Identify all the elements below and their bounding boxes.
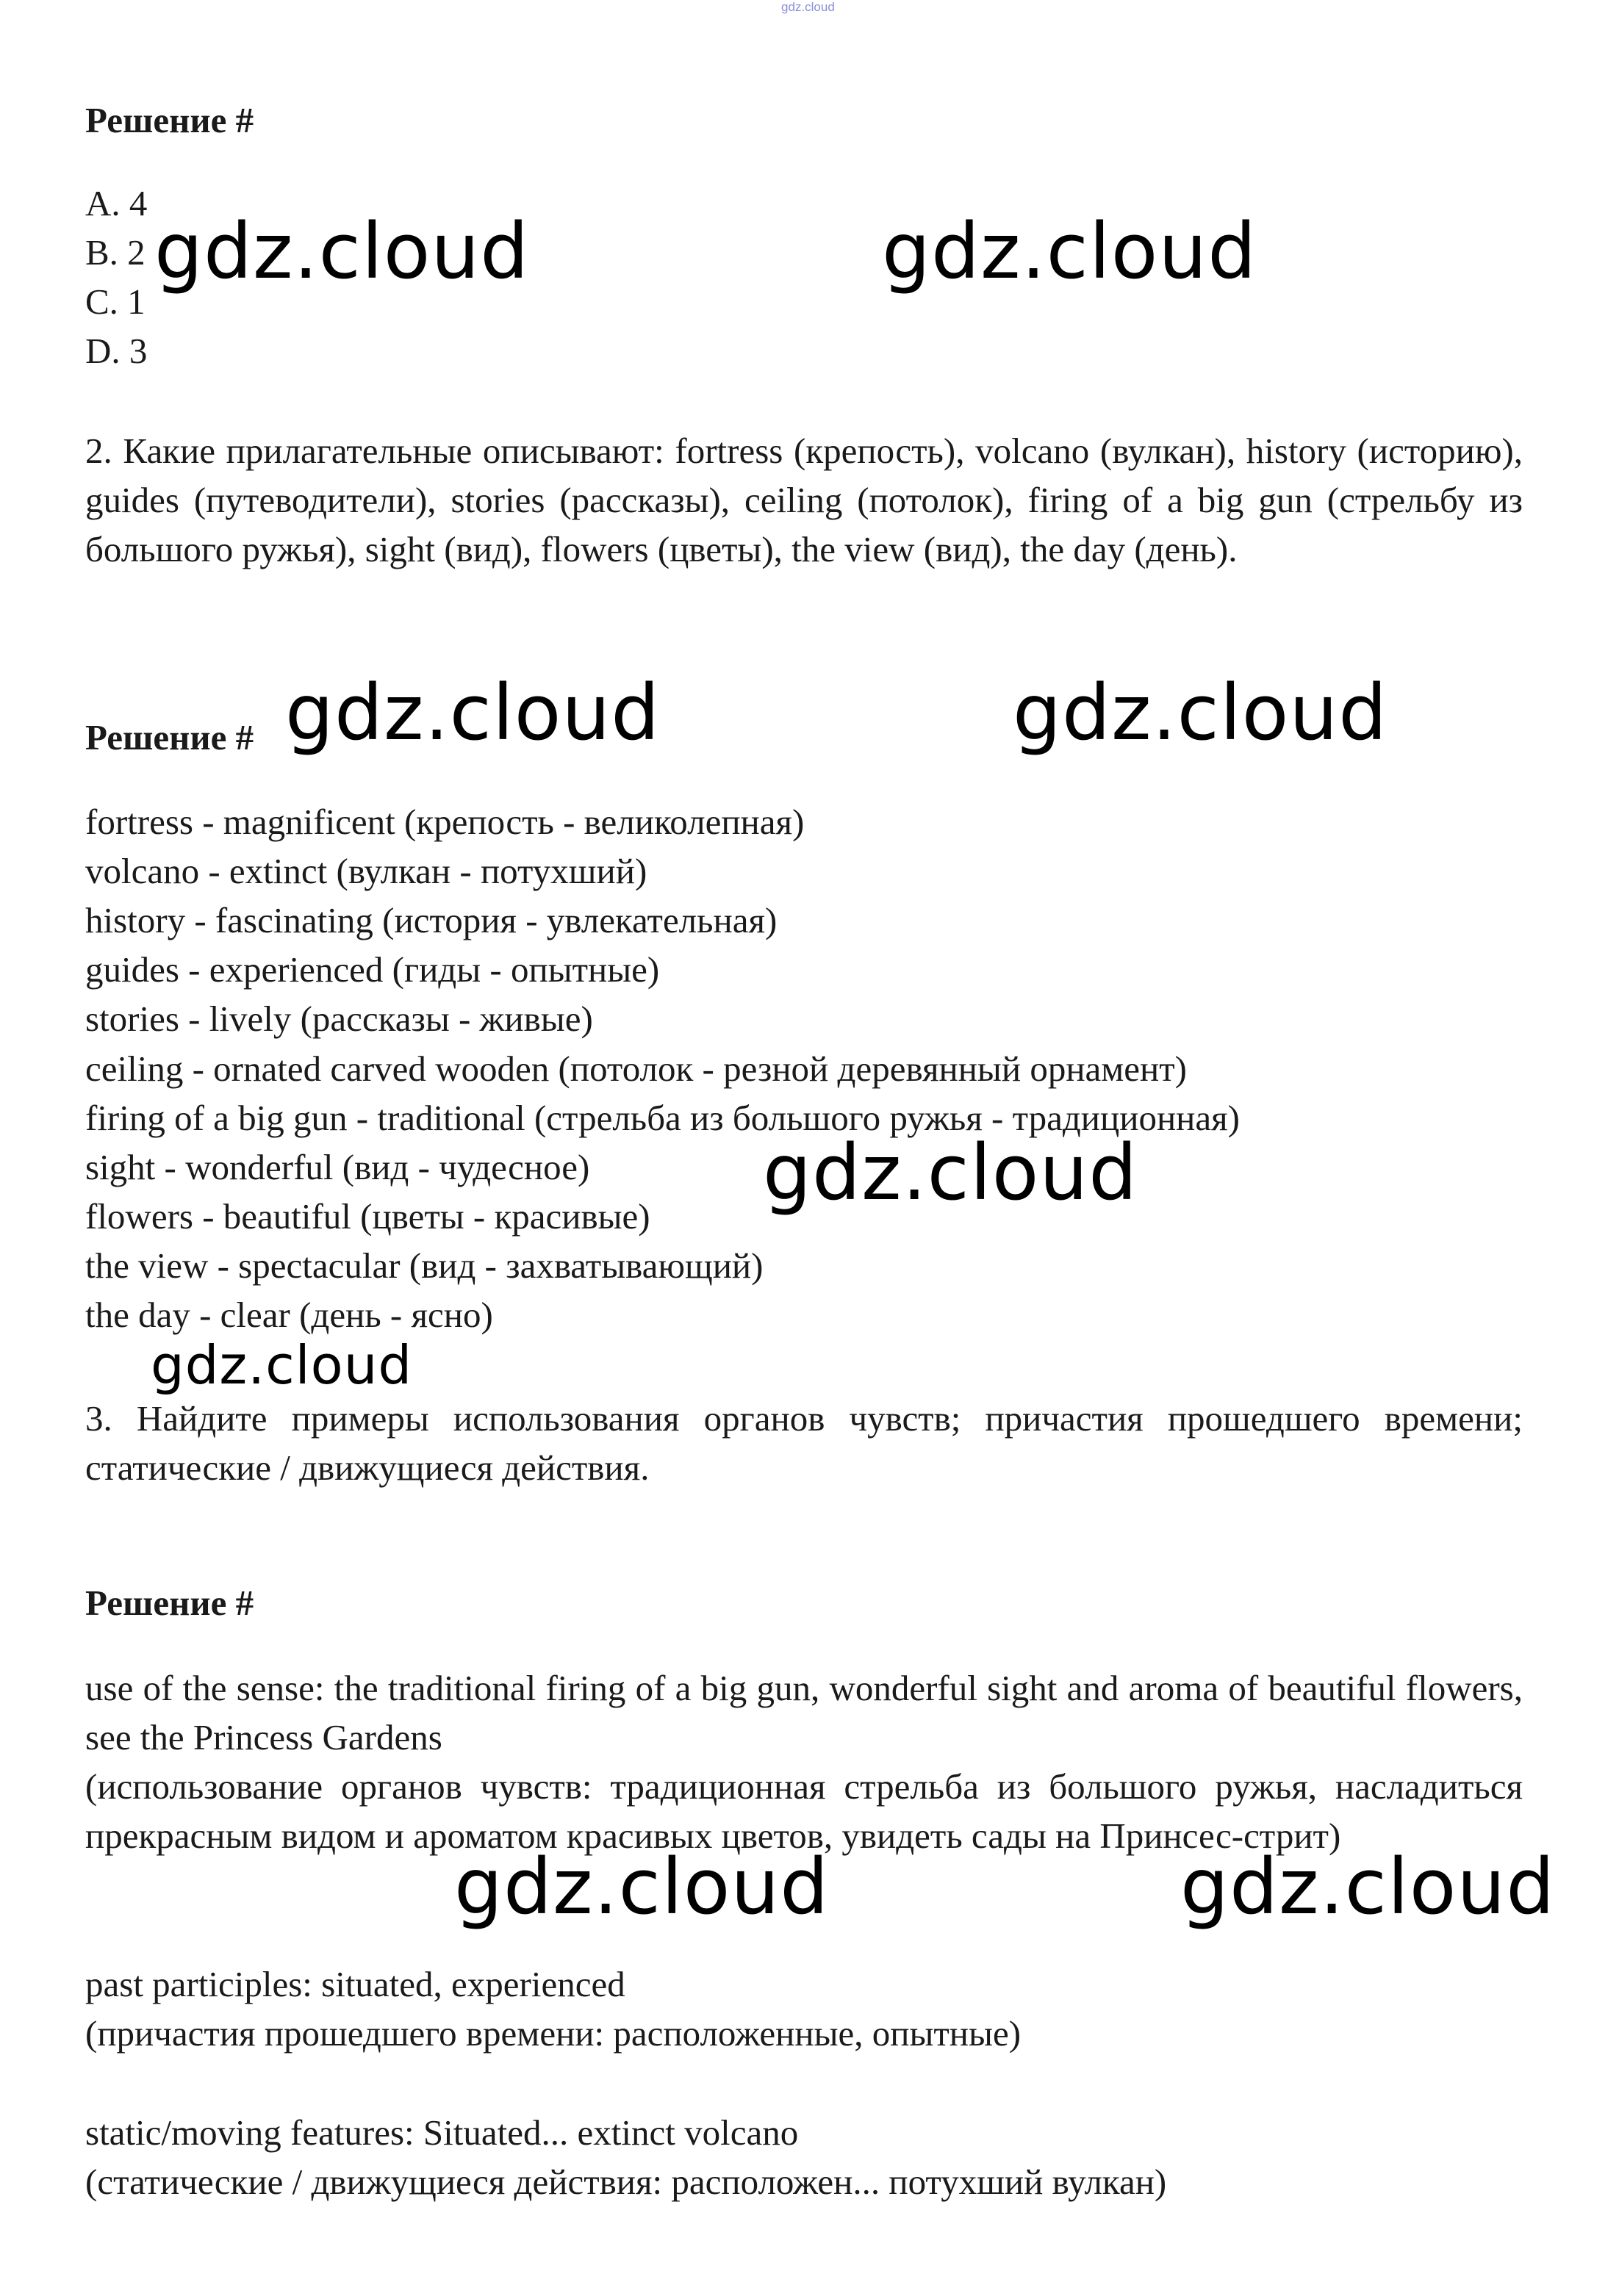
senses-russian: (использование органов чувств: традиционная стрельба из большого ружья, насладиться прекрасным видом и ароматом красивых цветов, увидеть сады на Принсес-стрит) xyxy=(85,1766,1523,1856)
adjective-line: fortress - magnificent (крепость - великолепная) xyxy=(85,802,805,842)
adjective-line: history - fascinating (история - увлекательная) xyxy=(85,900,778,940)
answer-c: C. 1 xyxy=(85,281,146,322)
answer-d: D. 3 xyxy=(85,331,148,371)
participles-russian: (причастия прошедшего времени: расположенные, опытные) xyxy=(85,2013,1022,2054)
watermark-text: gdz.cloud xyxy=(285,668,661,757)
watermark-text: gdz.cloud xyxy=(154,206,530,296)
watermark-text: gdz.cloud xyxy=(1180,1842,1556,1932)
answer-a: A. 4 xyxy=(85,183,148,223)
solution-heading-1: Решение # xyxy=(85,100,254,140)
task2-question: 2. Какие прилагательные описывают: fortress (крепость), volcano (вулкан), history (историю), guides (путеводители), stories (рассказы), ceiling (потолок), firing of a big gun (стрельбу из большого ружья), sight (вид), flowers (цветы), the view (вид), the day (день). xyxy=(85,431,1523,569)
static-english: static/moving features: Situated... extinct volcano xyxy=(85,2112,799,2153)
adjective-line: the view - spectacular (вид - захватывающий) xyxy=(85,1245,764,1286)
top-watermark: gdz.cloud xyxy=(781,0,835,14)
adjective-line: stories - lively (рассказы - живые) xyxy=(85,998,593,1039)
answer-b: B. 2 xyxy=(85,232,146,273)
senses-english: use of the sense: the traditional firing of a big gun, wonderful sight and aroma of beautiful flowers, see the Princess Gardens xyxy=(85,1668,1523,1757)
adjective-line: volcano - extinct (вулкан - потухший) xyxy=(85,851,647,891)
watermark-text: gdz.cloud xyxy=(882,206,1257,296)
watermark-text: gdz.cloud xyxy=(454,1842,830,1932)
task3-question: 3. Найдите примеры использования органов чувств; причастия прошедшего времени; статические / движущиеся действия. xyxy=(85,1398,1523,1488)
static-russian: (статические / движущиеся действия: расположен... потухший вулкан) xyxy=(85,2162,1167,2202)
solution-heading-3: Решение # xyxy=(85,1583,254,1623)
adjective-line: ceiling - ornated carved wooden (потолок - резной деревянный орнамент) xyxy=(85,1048,1187,1089)
adjective-line: the day - clear (день - ясно) xyxy=(85,1295,493,1335)
watermark-text: gdz.cloud xyxy=(1013,668,1388,757)
solution-heading-2: Решение # xyxy=(85,717,254,757)
adjective-line: sight - wonderful (вид - чудесное) xyxy=(85,1147,590,1187)
adjective-line: guides - experienced (гиды - опытные) xyxy=(85,949,660,990)
participles-english: past participles: situated, experienced xyxy=(85,1964,625,2004)
watermark-text: gdz.cloud xyxy=(763,1128,1138,1217)
watermark-text: gdz.cloud xyxy=(151,1334,413,1396)
adjective-line: flowers - beautiful (цветы - красивые) xyxy=(85,1196,650,1237)
adjective-line: firing of a big gun - traditional (стрельба из большого ружья - традиционная) xyxy=(85,1098,1240,1138)
